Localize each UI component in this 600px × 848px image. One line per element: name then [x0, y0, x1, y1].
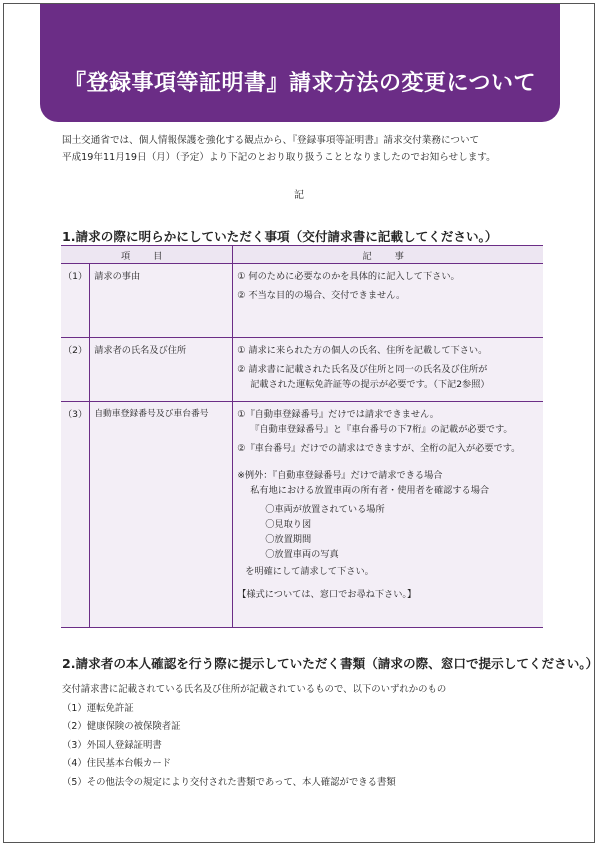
table-row: [61, 264, 543, 338]
note-line: ①『自動車登録番号』だけでは請求できません。: [237, 409, 439, 420]
id-documents-list: [62, 681, 446, 792]
row-note: [233, 264, 543, 338]
list-item: （2）健康保険の被保険者証: [62, 721, 181, 732]
row-item: 請求者の氏名及び住所: [90, 338, 233, 402]
note-line: ② 不当な目的の場合、交付できません。: [237, 290, 406, 301]
intro-paragraph: [62, 132, 562, 166]
note-line: ① 何のために必要なのかを具体的に記入して下さい。: [237, 271, 460, 282]
list-item: （3）外国人登録証明書: [62, 739, 162, 751]
note-line: 記載された運転免許証等の提示が必要です。（下記2参照）: [250, 379, 490, 390]
page-title: 『登録事項等証明書』請求方法の変更について: [63, 71, 537, 96]
list-item: （5）その他法令の規定により交付された書類であって、本人確認ができる書類: [62, 776, 396, 788]
intro-line: 平成19年11月19日（月）（予定）より下記のとおり取り扱うこととなりましたのでお知らせします。: [62, 152, 496, 163]
row-note: [233, 338, 543, 402]
column-header-item: 項 目: [61, 246, 233, 264]
row-item: 自動車登録番号及び車台番号: [90, 402, 233, 628]
note-line: ②『車台番号』だけでの請求はできますが、全桁の記入が必要です。: [237, 443, 521, 454]
row-number: （2）: [61, 338, 90, 402]
ki-label: 記: [294, 190, 304, 201]
exception-line: を明確にして請求して下さい。: [245, 566, 374, 577]
checklist-item: 〇見取り図: [265, 519, 312, 530]
note-line: 『自動車登録番号』と『車台番号の下7桁』の記載が必要です。: [250, 424, 513, 435]
checklist-item: 〇放置車両の写真: [265, 549, 339, 560]
row-item: 請求の事由: [90, 264, 233, 338]
column-header-note: 記 事: [233, 246, 543, 264]
section2-heading: 2.請求者の本人確認を行う際に提示していただく書類（請求の際、窓口で提示してください。）: [62, 656, 599, 671]
note-line: ① 請求に来られた方の個人の氏名、住所を記載して下さい。: [237, 345, 488, 356]
table-header-row: [61, 246, 543, 264]
intro-line: 国土交通省では、個人情報保護を強化する観点から、『登録事項等証明書』請求交付業務について: [62, 135, 480, 146]
exception-line: 私有地における放置車両の所有者・使用者を確認する場合: [250, 485, 490, 496]
form-inquiry-note: 【様式については、窓口でお尋ね下さい。】: [237, 589, 417, 600]
document-page: [3, 3, 599, 843]
docs-intro: 交付請求書に記載されている氏名及び住所が記載されているもので、以下のいずれかのもの: [62, 684, 447, 695]
checklist-item: 〇車両が放置されている場所: [265, 504, 385, 515]
list-item: （4）住民基本台帳カード: [62, 758, 172, 769]
title-banner: [40, 4, 560, 122]
row-number: （3）: [61, 402, 90, 628]
requirements-table: [61, 245, 543, 628]
exception-line: ※例外：『自動車登録番号』だけで請求できる場合: [237, 470, 443, 481]
row-note: [233, 402, 543, 628]
table-row: [61, 338, 543, 402]
note-line: ② 請求書に記載された氏名及び住所と同一の氏名及び住所が: [237, 364, 488, 375]
section1-heading: 1.請求の際に明らかにしていただく事項（交付請求書に記載してください。）: [62, 229, 498, 244]
row-number: （1）: [61, 264, 90, 338]
table-row: [61, 402, 543, 628]
list-item: （1）運転免許証: [62, 702, 134, 714]
checklist-item: 〇放置期間: [265, 534, 312, 545]
